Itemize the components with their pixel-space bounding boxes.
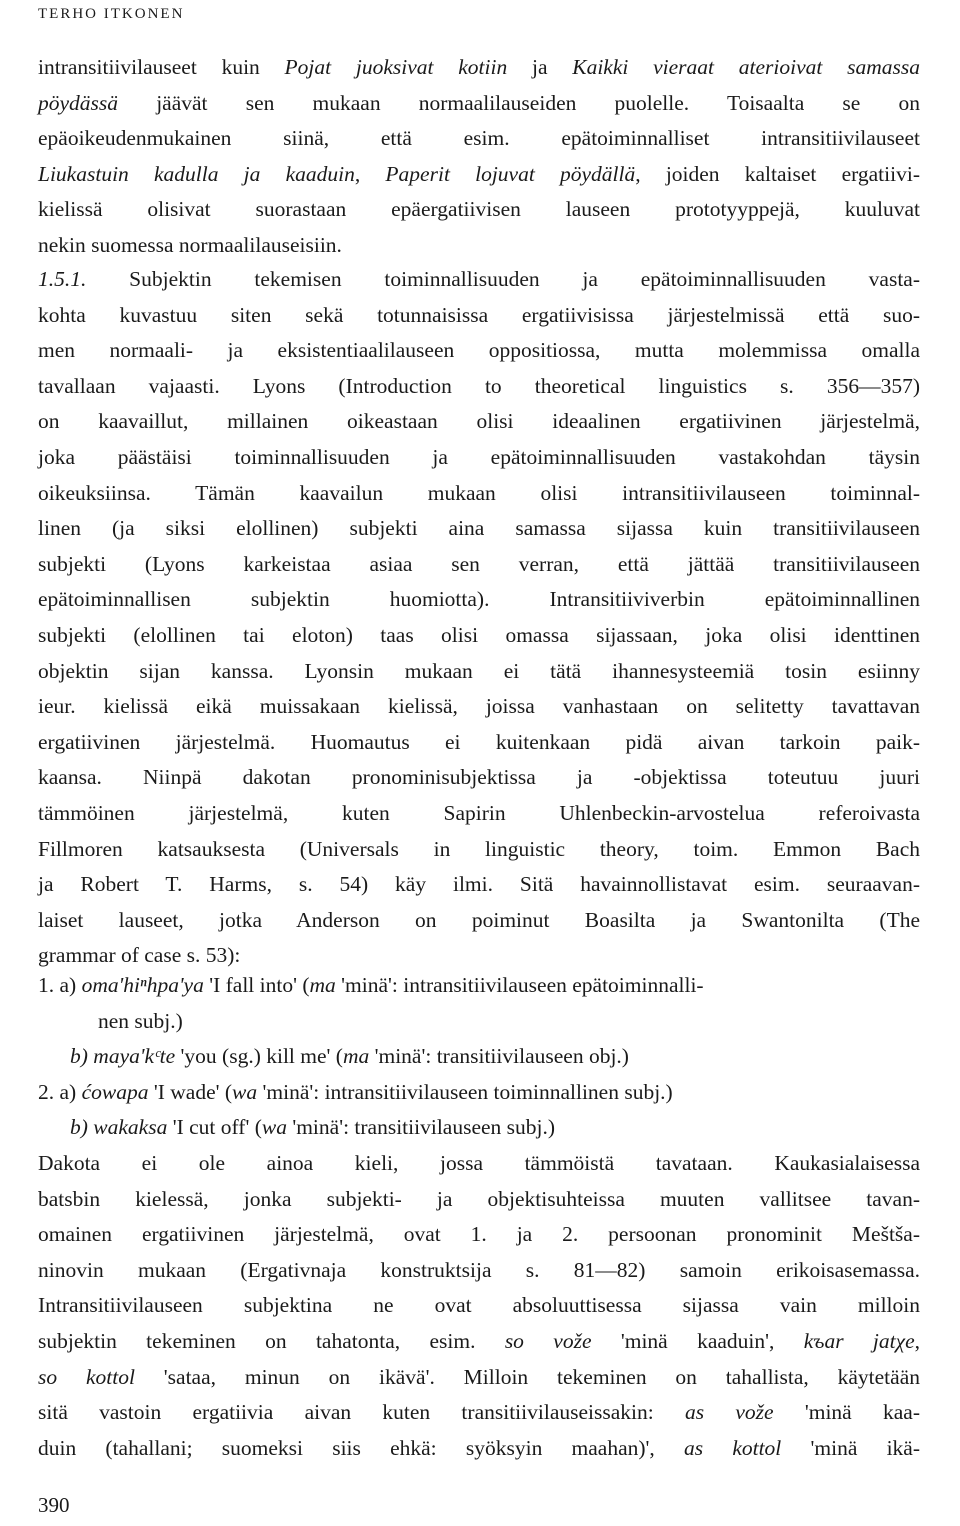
text-line: epätoiminnallisen subjektin huomiotta). Intransitiiviverbin epätoiminnallinen [38, 587, 920, 612]
text-line: ja Robert T. Harms, s. 54) käy ilmi. Sitä havainnollistavat esim. seuraavan- [38, 872, 920, 897]
text-line: tavallaan vajaasti. Lyons (Introduction to theoretical linguistics s. 356—357) [38, 373, 920, 398]
text-line: epäoikeudenmukainen siinä, että esim. epätoiminnalliset intransitiivilauseet [38, 126, 920, 151]
text-line: duin (tahallani; suomeksi siis ehkä: syöksyin maahan)', as kottol 'minä ikä- [38, 1435, 920, 1460]
paragraph-2 [38, 262, 920, 974]
paragraph-3 [38, 1146, 920, 1466]
example-list [38, 968, 920, 1146]
example-2b: b) wakaksa 'I cut off' (wa 'minä': transitiivilauseen subj.) [70, 1115, 556, 1140]
text-line: joka päästäisi toiminnallisuuden ja epätoiminnallisuuden vastakohdan täysin [38, 444, 920, 469]
text-line: linen (ja siksi elollinen) subjekti aina samassa sijassa kuin transitiivilauseen [38, 516, 920, 541]
running-head: TERHO ITKONEN [38, 6, 185, 22]
text-line: omainen ergatiivinen järjestelmä, ovat 1. ja 2. persoonan pronominit Meštša- [38, 1222, 920, 1247]
text-line: ergatiivinen järjestelmä. Huomautus ei kuitenkaan pidä aivan tarkoin paik- [38, 729, 920, 754]
text-line: oikeuksiinsa. Tämän kaavailun mukaan olisi intransitiivilauseen toiminnal- [38, 480, 920, 505]
text-line: men normaali- ja eksistentiaalilauseen oppositiossa, mutta molemmissa omalla [38, 338, 920, 363]
text-line: so kottol 'sataa, minun on ikävä'. Milloin tekeminen on tahallista, käytetään [38, 1364, 920, 1389]
example-2a: 2. a) ćowapa 'I wade' (wa 'minä': intransitiivilauseen toiminnallinen subj.) [38, 1079, 673, 1104]
text-line: kielissä olisivat suorastaan epäergatiivisen lauseen prototyyppejä, kuuluvat [38, 197, 920, 222]
text-line: nekin suomessa normaalilauseisiin. [38, 232, 342, 257]
text-line: subjekti (Lyons karkeistaa asiaa sen verran, että jättää transitiivilauseen [38, 551, 920, 576]
text-line: Fillmoren katsauksesta (Universals in linguistic theory, toim. Emmon Bach [38, 836, 920, 861]
text-line: intransitiivilauseet kuin Pojat juoksivat kotiin ja Kaikki vieraat aterioivat samassa [38, 55, 920, 79]
text-line: kohta kuvastuu siten sekä totunnaisissa ergatiivisissa järjestelmissä että suo- [38, 302, 920, 327]
example-1a: 1. a) oma'hiⁿhpa'ya 'I fall into' (ma 'minä': intransitiivilauseen epätoiminnalli- [38, 973, 704, 997]
text-line: subjektin tekeminen on tahatonta, esim. so vože 'minä kaaduin', kъar jatχe, [38, 1328, 920, 1353]
example-1b: b) maya'kᶜte 'you (sg.) kill me' (ma 'minä': transitiivilauseen obj.) [70, 1044, 629, 1069]
example-1a-continuation: nen subj.) [98, 1008, 183, 1033]
text-line: laiset lauseet, jotka Anderson on poiminut Boasilta ja Swantonilta (The [38, 907, 920, 932]
text-line: ninovin mukaan (Ergativnaja konstruktsija s. 81—82) samoin erikoisasemassa. [38, 1257, 920, 1282]
text-line: pöydässä jäävät sen mukaan normaalilauseiden puolelle. Toisaalta se on [38, 90, 920, 115]
text-line: tämmöinen järjestelmä, kuten Sapirin Uhlenbeckin-arvostelua referoivasta [38, 800, 920, 825]
page-number: 390 [38, 1493, 70, 1517]
text-line: Intransitiivilauseen subjektina ne ovat absoluuttisessa sijassa vain milloin [38, 1293, 920, 1318]
section-heading-line: 1.5.1. Subjektin tekemisen toiminnallisuuden ja epätoiminnallisuuden vasta- [38, 267, 920, 291]
text-line: objektin sijan kanssa. Lyonsin mukaan ei tätä ihannesysteemiä tosin esiinny [38, 658, 920, 683]
text-line: ieur. kielissä eikä muissakaan kielissä, joissa vanhastaan on selitetty tavattavan [38, 694, 920, 719]
text-line: grammar of case s. 53): [38, 943, 241, 968]
paragraph-1 [38, 50, 920, 264]
text-line: sitä vastoin ergatiivia aivan kuten transitiivilauseissakin: as vože 'minä kaa- [38, 1400, 920, 1425]
text-line: batsbin kielessä, jonka subjekti- ja objektisuhteissa muuten vallitsee tavan- [38, 1186, 920, 1211]
text-line: Liukastuin kadulla ja kaaduin, Paperit lojuvat pöydällä, joiden kaltaiset ergatiivi- [38, 161, 920, 186]
text-line: on kaavaillut, millainen oikeastaan olisi ideaalinen ergatiivinen järjestelmä, [38, 409, 920, 434]
text-line: subjekti (elollinen tai eloton) taas olisi omassa sijassaan, joka olisi identtinen [38, 622, 920, 647]
text-line: kaansa. Niinpä dakotan pronominisubjektissa ja -objektissa toteutuu juuri [38, 765, 920, 790]
text-line: Dakota ei ole ainoa kieli, jossa tämmöistä tavataan. Kaukasialaisessa [38, 1151, 920, 1175]
